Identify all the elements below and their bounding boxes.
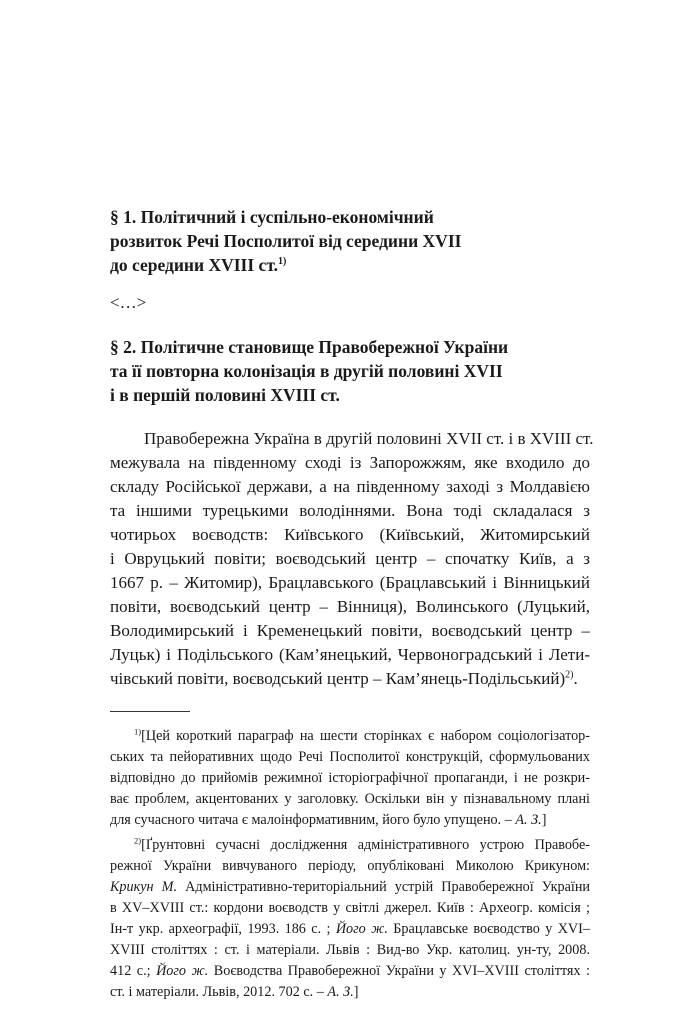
footnote-mark: 1)	[134, 726, 142, 737]
footnote-ref-1[interactable]: 1)	[277, 256, 287, 268]
editor-initials: А. З.	[515, 812, 542, 828]
text-line: 1667 р. – Житомир), Брацлавського (Брацлавський і Вінницький	[110, 573, 590, 592]
footnote-line: відповідно до прийомів режимної історіографічної пропаганди, і не розкри-	[110, 770, 590, 786]
heading-line: до середини XVIII ст.$^{1)}$	[110, 255, 287, 275]
footnotes	[110, 726, 590, 1003]
text-line: чотирьох воєводств: Київського (Київський, Житомирський	[110, 525, 590, 544]
heading-line: розвиток Речі Посполитої від середини XVII	[110, 231, 462, 251]
text-line: повіти, воєводський центр – Вінниця), Волинського (Луцький,	[110, 597, 590, 616]
author-ref: Його ж.	[335, 921, 388, 937]
text-line: та іншими турецькими володіннями. Вона тоді складалася з	[110, 501, 590, 520]
footnote-line: 412 с.; Його ж. Воєводства Правобережної України у XVI–XVIII століттях :	[110, 963, 590, 979]
text-line: Правобережна Україна в другій половині XVII ст. і в XVIII ст.	[144, 429, 594, 448]
footnote-line: XVIII століттях : ст. і матеріали. Львів : Вид-во Укр. католиц. ун-ту, 2008.	[110, 942, 590, 958]
section-1-heading	[110, 205, 590, 277]
heading-line: § 1. Політичний і суспільно-економічний	[110, 207, 434, 227]
footnote-line: $^{1)}$[Цей короткий параграф на шести сторінках є набором соціологізатор-	[134, 726, 590, 744]
footnote-line: ст. і матеріали. Львів, 2012. 702 с. – А. З.]	[110, 984, 359, 1000]
footnote-1	[110, 726, 590, 831]
section-2-heading	[110, 335, 590, 407]
text-line: межувала на південному сході із Запорожжям, яке входило до	[110, 453, 590, 472]
heading-line: та її повторна колонізація в другій половині XVII	[110, 361, 503, 381]
footnote-divider	[110, 711, 190, 712]
page-content	[110, 205, 594, 1003]
text-line: і Овруцький повіти; воєводський центр – спочатку Київ, а з	[110, 549, 590, 568]
footnote-line: Крикун М. Адміністративно-територіальний устрій Правобережної України	[110, 879, 591, 895]
author-ref: Його ж.	[156, 963, 209, 979]
text-line: Луцьк) і Подільського (Кам’янецький, Червоноградський і Лети-	[110, 645, 590, 664]
editor-initials: А. З.	[327, 984, 354, 1000]
text-line: Володимирський і Кременецький повіти, воєводський центр –	[110, 621, 590, 640]
footnote-line: ває проблем, акцентованих у заголовку. Оскільки він у пізнавальному плані	[110, 791, 590, 807]
text-line: складу Російської держави, а на південному заході з Молдавією	[110, 477, 590, 496]
footnote-mark: 2)	[134, 835, 142, 846]
footnote-line: режної України вивчуваного періоду, опубліковані Миколою Крикуном:	[110, 858, 590, 874]
footnote-line: для сучасного читача є малоінформативним, його було упущено. – А. З.]	[110, 812, 547, 828]
footnote-2	[110, 835, 590, 1003]
author-name: Крикун М.	[110, 879, 178, 895]
omission-mark: <…>	[110, 293, 147, 312]
heading-line: і в першій половині XVIII ст.	[110, 385, 340, 405]
footnote-ref-2[interactable]: 2)	[565, 669, 574, 681]
heading-line: § 2. Політичне становище Правобережної України	[110, 337, 509, 357]
footnote-line: в XV–XVIII ст.: кордони воєводств у світлі джерел. Київ : Археогр. комісія ;	[110, 900, 590, 916]
footnote-line: $^{2)}$[Ґрунтовні сучасні дослідження адміністративного устрою Правобе-	[134, 835, 590, 853]
footnote-line: Ін-т укр. археографії, 1993. 186 с. ; Його ж. Брацлавське воєводство у XVI–	[110, 921, 590, 937]
text-line: чівський повіти, воєводський центр – Кам’янець-Подільський)$^{2)}$.	[110, 669, 578, 688]
body-paragraph	[110, 427, 594, 691]
footnote-line: ських та пейоративних щодо Речі Посполитої конструкцій, сформульованих	[110, 749, 590, 765]
